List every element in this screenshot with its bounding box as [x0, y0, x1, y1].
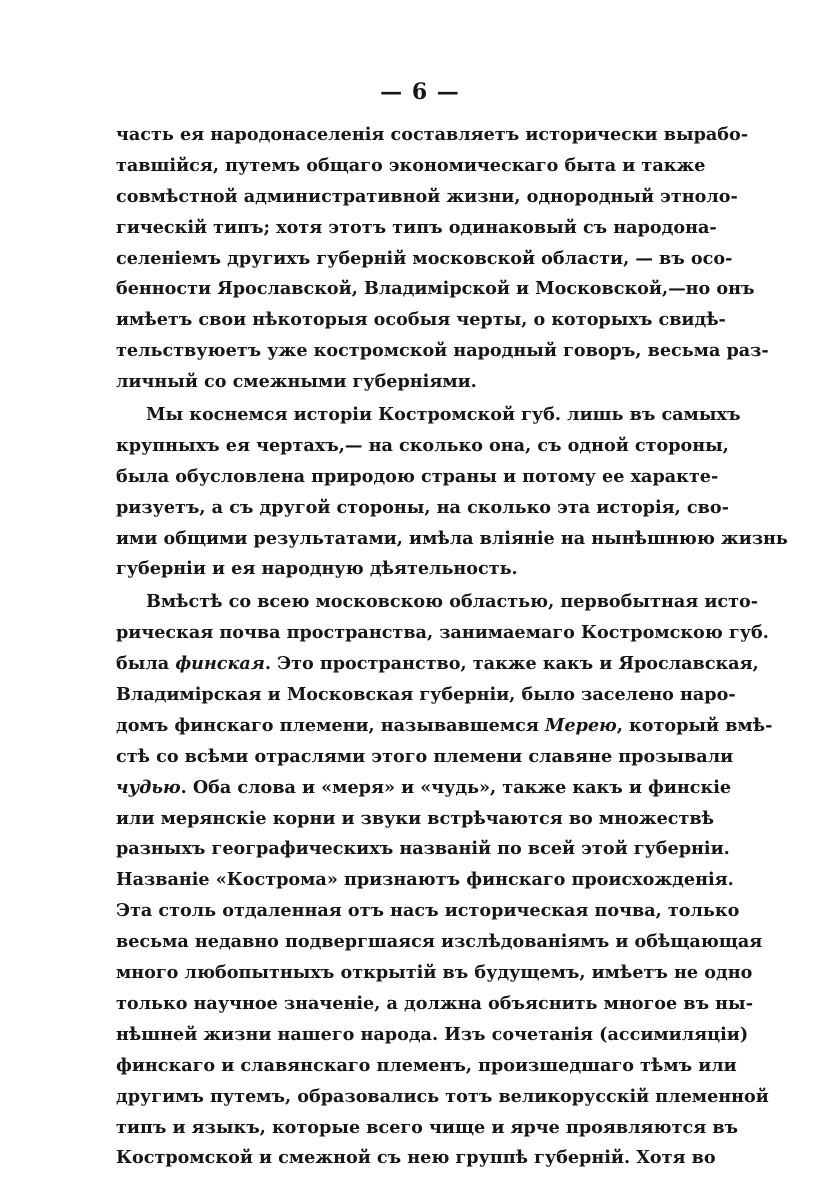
text-line: другимъ путемъ, образовались тотъ великорусскій племенной [116, 1085, 769, 1107]
text-line: домъ финскаго племени, называвшемся Мерею, который вмѣ- [116, 714, 773, 736]
text-line: часть ея народонаселенія составляетъ исторически вырабо- [116, 124, 749, 145]
emphasized-word: финская [175, 653, 265, 675]
emphasized-word: Мерею [544, 714, 617, 736]
text-line: разныхъ географическихъ названій по всей этой губерніи. [116, 838, 730, 860]
text-line: Мы коснемся исторіи Костромской губ. лишь въ самыхъ [146, 404, 741, 426]
text-line: гическій типъ; хотя этотъ типъ одинаковый съ народона- [116, 216, 717, 238]
text-line: крупныхъ ея чертахъ,— на сколько она, съ одной стороны, [116, 434, 729, 456]
page-number: — 6 — [380, 79, 460, 105]
text-line: только научное значеніе, а должна объяснить многое въ ны- [116, 992, 754, 1014]
text-line: типъ и языкъ, которые всего чище и ярче проявляются въ [116, 1116, 739, 1138]
text-line: бенности Ярославской, Владимірской и Московской,—но онъ [116, 278, 755, 300]
text-line: стѣ со всѣми отраслями этого племени славяне прозывали [116, 745, 734, 767]
text-line: имѣетъ свои нѣкоторыя особыя черты, о которыхъ свидѣ- [116, 309, 726, 331]
text-line: финскаго и славянскаго племенъ, произшедшаго тѣмъ или [116, 1054, 737, 1076]
text-line: или мерянскіе корни и звуки встрѣчаются во множествѣ [116, 807, 714, 829]
text-line: ризуетъ, а съ другой стороны, на сколько эта исторія, сво- [116, 496, 729, 518]
body-text [116, 120, 788, 1174]
text-line: Эта столь отдаленная отъ насъ историческая почва, только [116, 900, 740, 922]
text-line: губерніи и ея народную дѣятельность. [116, 558, 518, 580]
text-line: была обусловлена природою страны и потому ее характе- [116, 465, 719, 487]
text-line: тавшійся, путемъ общаго экономическаго быта и также [116, 154, 706, 176]
text-line: Костромской и смежной съ нею группѣ губерній. Хотя во [116, 1147, 716, 1169]
text-line: Владимірская и Московская губерніи, было заселено наро- [116, 684, 736, 706]
text-line: была финская. Это пространство, также какъ и Ярославская, [116, 653, 759, 675]
text-line: Названіе «Кострома» признаютъ финскаго происхожденія. [116, 869, 734, 891]
text-line: весьма недавно подвергшаяся изслѣдованіямъ и обѣщающая [116, 931, 763, 953]
text-line: рическая почва пространства, занимаемаго Костромскою губ. [116, 622, 769, 644]
text-line: много любопытныхъ открытій въ будущемъ, имѣетъ не одно [116, 962, 753, 984]
text-line: Вмѣстѣ со всею московскою областью, первобытная исто- [146, 591, 759, 613]
text-line: ими общими результатами, имѣла вліяніе на нынѣшнюю жизнь [116, 527, 788, 549]
emphasized-word: чудью [116, 776, 181, 798]
text-line: чудью. Оба слова и «меря» и «чудь», также какъ и финскіе [116, 776, 732, 798]
text-line: селеніемъ другихъ губерній московской области, — въ осо- [116, 247, 733, 269]
text-line: нѣшней жизни нашего народа. Изъ сочетанія (ассимиляціи) [116, 1023, 749, 1045]
text-line: личный со смежными губерніями. [116, 371, 477, 393]
text-line: совмѣстной административной жизни, однородный этноло- [116, 185, 738, 207]
text-line: тельствуюетъ уже костромской народный говоръ, весьма раз- [116, 340, 769, 362]
